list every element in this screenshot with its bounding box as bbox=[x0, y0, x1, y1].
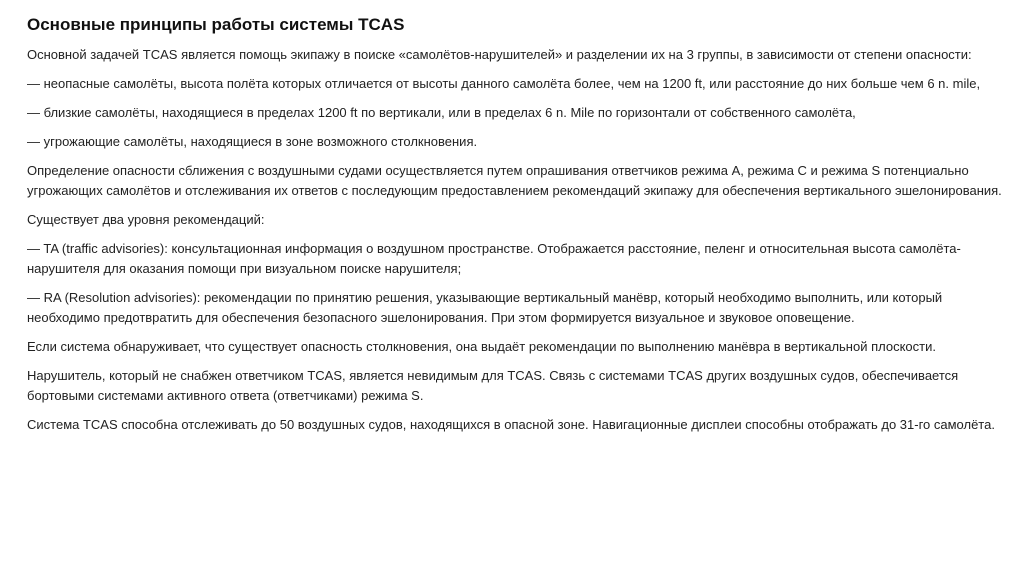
document-page bbox=[27, 14, 1007, 444]
page-title: Основные принципы работы системы TCAS bbox=[27, 15, 405, 34]
paragraph-ra: — RA (Resolution advisories): рекомендации по принятию решения, указывающие вертикальный манёвр, который необходимо выполнить, или который необходимо предотвратить для обеспечения безопасного эшелонирования. При этом формируется визуальное и звуковое оповещение. bbox=[27, 290, 943, 325]
paragraph-ta: — TA (traffic advisories): консультационная информация о воздушном пространстве. Отображается расстояние, пеленг и относительная высота самолёта-нарушителя для оказания помощи при визуальном поиске нарушителя; bbox=[27, 241, 961, 276]
paragraph-capacity: Система TCAS способна отслеживать до 50 воздушных судов, находящихся в опасной зоне. Навигационные дисплеи способны отображать до 31-го самолёта. bbox=[27, 417, 995, 432]
paragraph-group-threat: — угрожающие самолёты, находящиеся в зоне возможного столкновения. bbox=[27, 134, 478, 149]
paragraph-intruder: Нарушитель, который не снабжен ответчиком TCAS, является невидимым для TCAS. Связь с системами TCAS других воздушных судов, обеспечивается бортовыми системами активного ответа (ответчиками) режима S. bbox=[27, 368, 959, 403]
paragraph-collision: Если система обнаруживает, что существует опасность столкновения, она выдаёт рекомендации по выполнению манёвра в вертикальной плоскости. bbox=[27, 339, 936, 354]
paragraph-intro: Основной задачей TCAS является помощь экипажу в поиске «самолётов-нарушителей» и разделении их на 3 группы, в зависимости от степени опасности: bbox=[27, 47, 972, 62]
paragraph-levels-intro: Существует два уровня рекомендаций: bbox=[27, 212, 265, 227]
paragraph-interrogation: Определение опасности сближения с воздушными судами осуществляется путем опрашивания ответчиков режима A, режима C и режима S потенциально угрожающих самолётов и отслеживания их ответов с последующим предоставлением рекомендаций экипажу для обеспечения вертикального эшелонирования. bbox=[27, 163, 1002, 198]
paragraph-group-near: — близкие самолёты, находящиеся в пределах 1200 ft по вертикали, или в пределах 6 n. Mile по горизонтали от собственного самолёта, bbox=[27, 105, 856, 120]
paragraph-group-safe: — неопасные самолёты, высота полёта которых отличается от высоты данного самолёта более, чем на 1200 ft, или расстояние до них больше чем 6 n. mile, bbox=[27, 76, 981, 91]
